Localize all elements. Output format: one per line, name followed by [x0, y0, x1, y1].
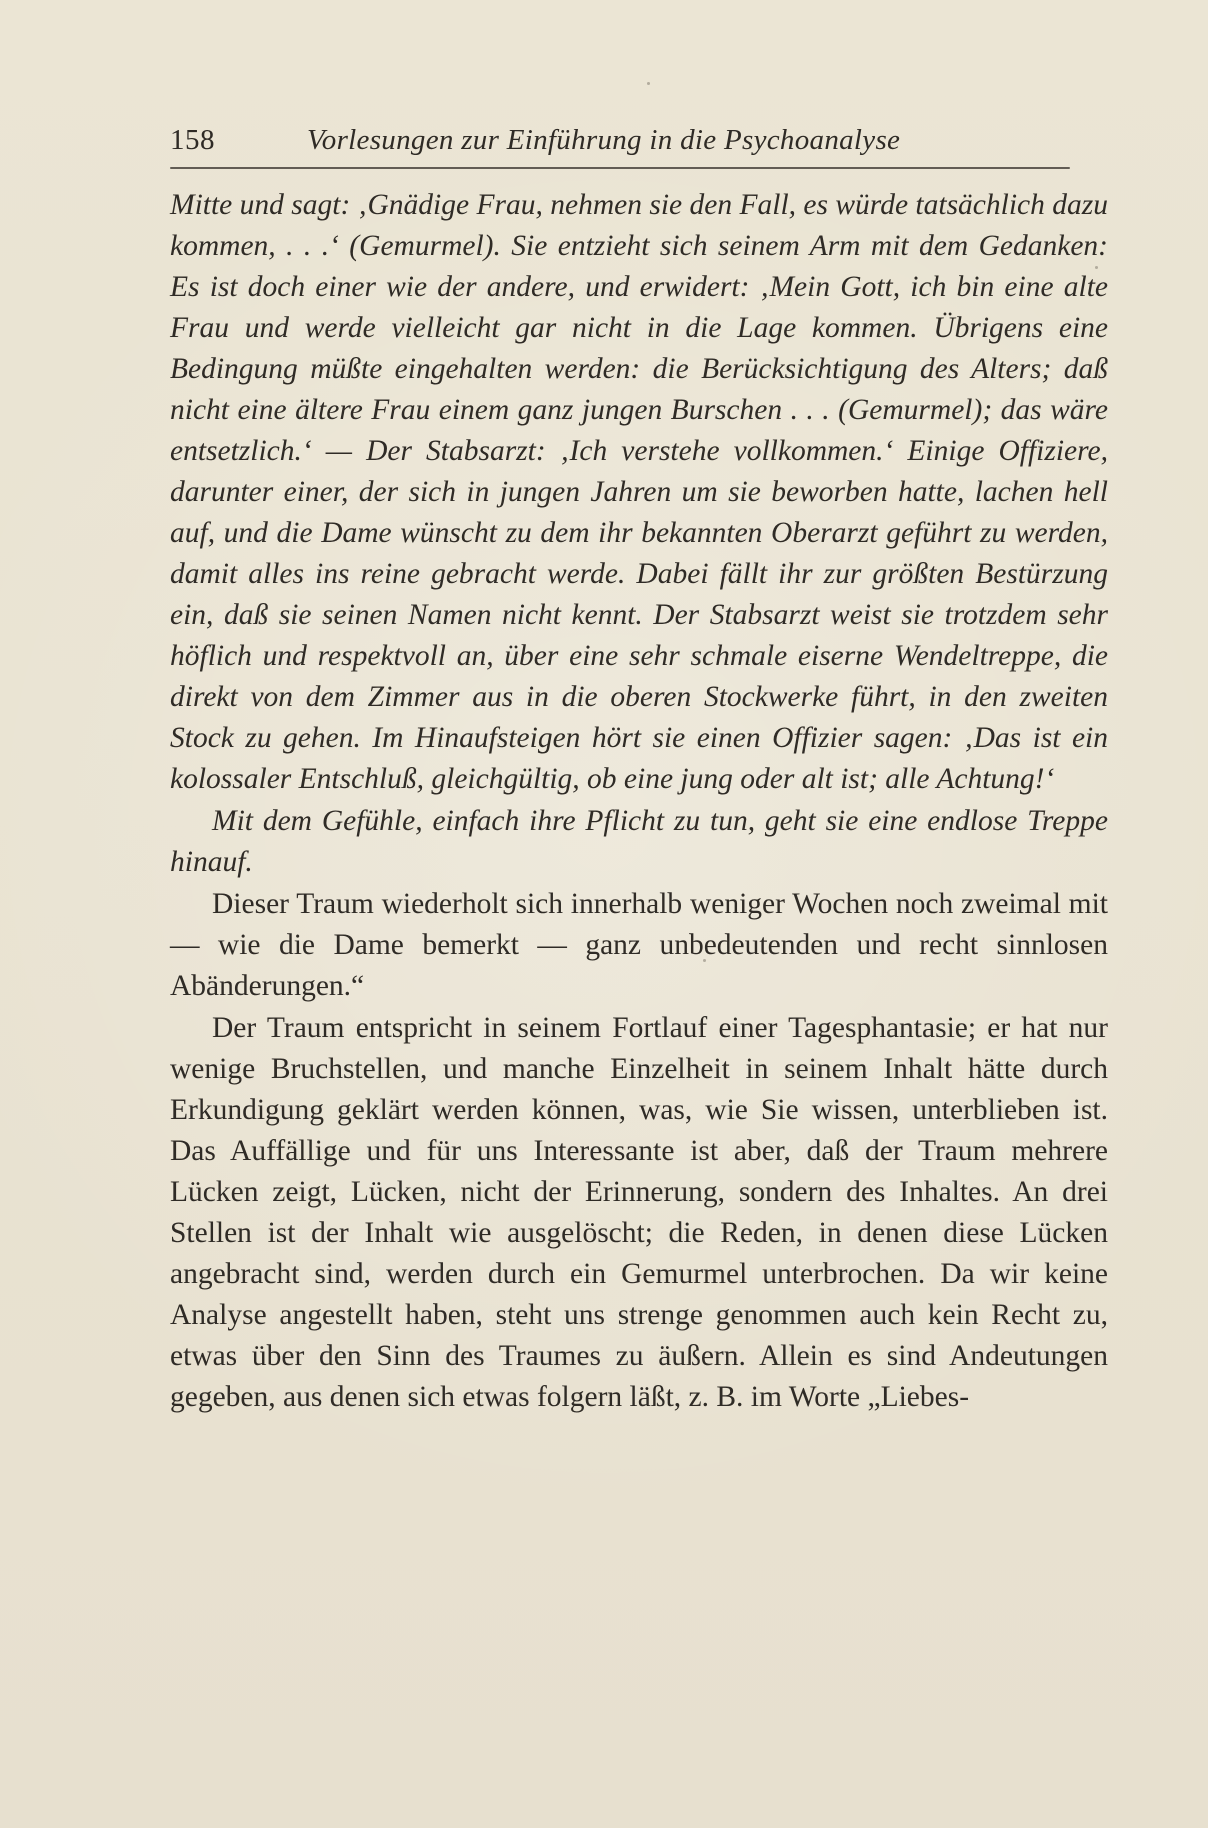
paper-speck: [647, 82, 650, 85]
page-number: 158: [170, 124, 215, 156]
analysis-paragraph: Der Traum entspricht in seinem Fortlauf einer Tagesphantasie; er hat nur wenige Bruchstellen, und manche Einzelheit in seinem Inhalt hätte durch Erkundigung geklärt werden können, was, wie Sie wissen, unterblieben ist. Das Auffällige und für uns Interessante ist aber, daß der Traum mehrere Lücken zeigt, Lücken, nicht der Erinnerung, sondern des Inhaltes. An drei Stellen ist der Inhalt wie ausgelöscht; die Reden, in denen diese Lücken angebracht sind, werden durch ein Gemurmel unterbrochen. Da wir keine Analyse angestellt haben, steht uns strenge genommen auch kein Recht zu, etwas über den Sinn des Traumes zu äußern. Allein es sind Andeutungen gegeben, aus denen sich etwas folgern läßt, z. B. im Worte „Liebes-: [170, 1012, 1108, 1413]
body-text: [170, 185, 1108, 1418]
dream-repetition-paragraph: Dieser Traum wiederholt sich innerhalb weniger Wochen noch zweimal mit — wie die Dame bemerkt — ganz unbedeutenden und recht sinnlosen Abänderungen.“: [170, 888, 1108, 1002]
paper-speck: [1095, 266, 1098, 269]
dream-report-paragraph: Mitte und sagt: ‚Gnädige Frau, nehmen sie den Fall, es würde tatsächlich dazu kommen, . . .‘ (Gemurmel). Sie entzieht sich seinem Arm mit dem Gedanken: Es ist doch einer wie der andere, und erwidert: ‚Mein Gott, ich bin eine alte Frau und werde vielleicht gar nicht in die Lage kommen. Übrigens eine Bedingung müßte eingehalten werden: die Berücksichtigung des Alters; daß nicht eine ältere Frau einem ganz jungen Burschen . . . (Gemurmel); das wäre entsetzlich.‘ — Der Stabsarzt: ‚Ich verstehe vollkommen.‘ Einige Offiziere, darunter einer, der sich in jungen Jahren um sie beworben hatte, lachen hell auf, und die Dame wünscht zu dem ihr bekannten Oberarzt geführt zu werden, damit alles ins reine gebracht werde. Dabei fällt ihr zur größten Bestürzung ein, daß sie seinen Namen nicht kennt. Der Stabsarzt weist sie trotzdem sehr höflich und respektvoll an, über eine sehr schmale eiserne Wendeltreppe, die direkt von dem Zimmer aus in die oberen Stockwerke führt, in den zweiten Stock zu gehen. Im Hinaufsteigen hört sie einen Offizier sagen: ‚Das ist ein kolossaler Entschluß, gleichgültig, ob eine jung oder alt ist; alle Achtung!‘: [170, 189, 1108, 795]
paper-speck: [703, 959, 706, 962]
dream-ending-paragraph: Mit dem Gefühle, einfach ihre Pflicht zu tun, geht sie eine endlose Treppe hinauf.: [170, 805, 1108, 878]
page-header: [170, 121, 1070, 161]
running-title: Vorlesungen zur Einführung in die Psychoanalyse: [307, 124, 901, 156]
header-rule: [170, 167, 1070, 169]
